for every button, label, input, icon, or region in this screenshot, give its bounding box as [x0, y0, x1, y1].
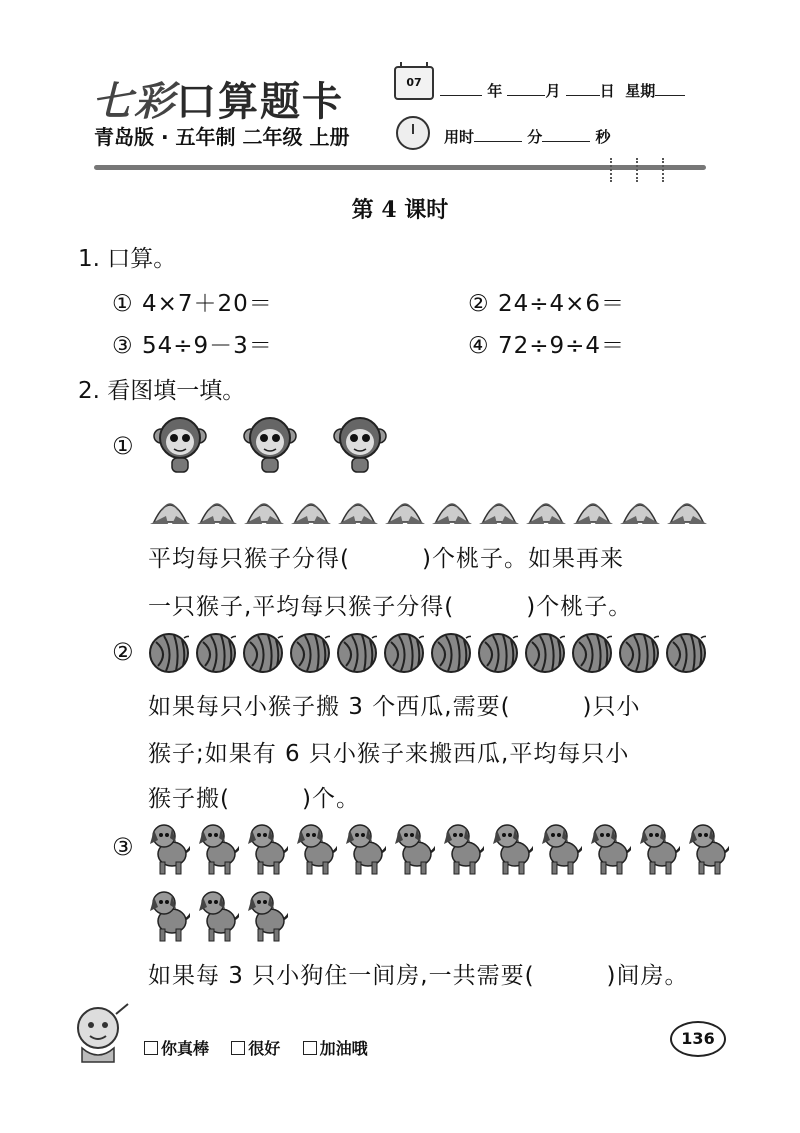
rating-checkbox[interactable]	[303, 1041, 317, 1055]
peach-icon	[148, 490, 191, 526]
problem-number: ③	[112, 333, 134, 359]
problem-expr: 4×7＋20＝	[141, 291, 273, 317]
divider-pin	[662, 158, 668, 182]
year-label: 年	[487, 82, 503, 100]
peach-icon	[477, 490, 520, 526]
brand-rest: 口算题卡	[176, 78, 344, 125]
peach-icon	[336, 490, 379, 526]
day-blank[interactable]	[566, 95, 600, 96]
month-blank[interactable]	[507, 95, 545, 96]
q1-problem-3	[112, 327, 273, 360]
dog-icon	[391, 818, 435, 876]
part-number: ②	[112, 638, 134, 666]
watermelon-row	[148, 632, 706, 674]
dog-icon	[244, 885, 288, 943]
peach-icon	[383, 490, 426, 526]
peach-row	[148, 490, 708, 526]
watermelon-icon	[242, 632, 283, 674]
clock-icon	[396, 116, 430, 150]
part1-line2: 一只猴子,平均每只猴子分得( )个桃子。	[148, 594, 633, 620]
q1-problem-1	[112, 285, 273, 318]
watermelon-icon	[195, 632, 236, 674]
brand-qi: 七彩	[92, 78, 176, 125]
dog-icon	[636, 818, 680, 876]
dog-icon	[244, 818, 288, 876]
dog-icon	[587, 818, 631, 876]
part2-line2: 猴子;如果有 6 只小猴子来搬西瓜,平均每只小	[148, 741, 630, 767]
part1-line1: 平均每只猴子分得( )个桃子。如果再来	[148, 546, 624, 572]
time-fields	[444, 126, 611, 147]
watermelon-icon	[524, 632, 565, 674]
peach-icon	[289, 490, 332, 526]
second-label: 秒	[595, 128, 611, 146]
dog-icon	[342, 818, 386, 876]
peach-icon	[571, 490, 614, 526]
problem-expr: 54÷9－3＝	[141, 333, 273, 359]
peach-icon	[665, 490, 708, 526]
watermelon-icon	[430, 632, 471, 674]
peach-icon	[195, 490, 238, 526]
rating-checkbox[interactable]	[144, 1041, 158, 1055]
peach-icon	[618, 490, 661, 526]
minute-label: 分	[527, 128, 543, 146]
dog-icon	[146, 885, 190, 943]
watermelon-icon	[289, 632, 330, 674]
calendar-number: 07	[406, 76, 422, 89]
year-blank[interactable]	[440, 95, 482, 96]
monkey-icon	[150, 414, 210, 474]
time-label: 用时	[444, 128, 475, 146]
watermelon-icon	[336, 632, 377, 674]
part2-line3: 猴子搬( )个。	[148, 786, 360, 812]
q1-problem-4	[468, 327, 625, 360]
peach-icon	[524, 490, 567, 526]
problem-number: ①	[112, 291, 134, 317]
part2-line1: 如果每只小猴子搬 3 个西瓜,需要( )只小	[148, 694, 641, 720]
dog-icon	[293, 818, 337, 876]
watermelon-icon	[665, 632, 706, 674]
part3-line1: 如果每 3 只小狗住一间房,一共需要( )间房。	[148, 963, 689, 989]
peach-icon	[430, 490, 473, 526]
edition-label: 青岛版 · 五年制 二年级 上册	[94, 125, 350, 149]
rating-label-1: 你真棒	[161, 1039, 210, 1058]
problem-number: ④	[468, 333, 490, 359]
divider-pin	[636, 158, 642, 182]
monkey-icon	[240, 414, 300, 474]
lesson-title: 第 4 课时	[351, 197, 449, 223]
dog-icon	[685, 818, 729, 876]
dog-row	[146, 818, 729, 876]
page-number: 136	[670, 1021, 726, 1057]
dog-row	[146, 885, 288, 943]
problem-expr: 72÷9÷4＝	[497, 333, 626, 359]
monkey-icon	[330, 414, 390, 474]
date-fields	[440, 80, 685, 101]
dog-icon	[195, 818, 239, 876]
problem-number: ②	[468, 291, 490, 317]
dog-icon	[538, 818, 582, 876]
q2-title: 2. 看图填一填。	[78, 378, 246, 404]
q1-title: 1. 口算。	[78, 246, 177, 272]
dog-icon	[195, 885, 239, 943]
part-number: ③	[112, 833, 134, 861]
brand-title	[92, 70, 344, 127]
peach-icon	[242, 490, 285, 526]
divider-pin	[610, 158, 616, 182]
month-label: 月	[545, 82, 561, 100]
week-label: 星期	[625, 82, 656, 100]
part-number: ①	[112, 432, 134, 460]
rating-checkbox[interactable]	[231, 1041, 245, 1055]
dog-icon	[489, 818, 533, 876]
problem-expr: 24÷4×6＝	[497, 291, 626, 317]
calendar-icon	[394, 66, 434, 100]
mascot-illustration	[70, 1000, 132, 1066]
rating-label-2: 很好	[248, 1039, 281, 1058]
monkey-row	[150, 414, 390, 474]
watermelon-icon	[571, 632, 612, 674]
second-blank[interactable]	[542, 141, 590, 142]
minute-blank[interactable]	[474, 141, 522, 142]
dog-icon	[440, 818, 484, 876]
rating-label-3: 加油哦	[319, 1039, 368, 1058]
watermelon-icon	[618, 632, 659, 674]
watermelon-icon	[383, 632, 424, 674]
day-label: 日	[599, 82, 615, 100]
watermelon-icon	[148, 632, 189, 674]
rating-options	[144, 1036, 368, 1059]
week-blank[interactable]	[655, 95, 685, 96]
q1-problem-2	[468, 285, 625, 318]
watermelon-icon	[477, 632, 518, 674]
dog-icon	[146, 818, 190, 876]
